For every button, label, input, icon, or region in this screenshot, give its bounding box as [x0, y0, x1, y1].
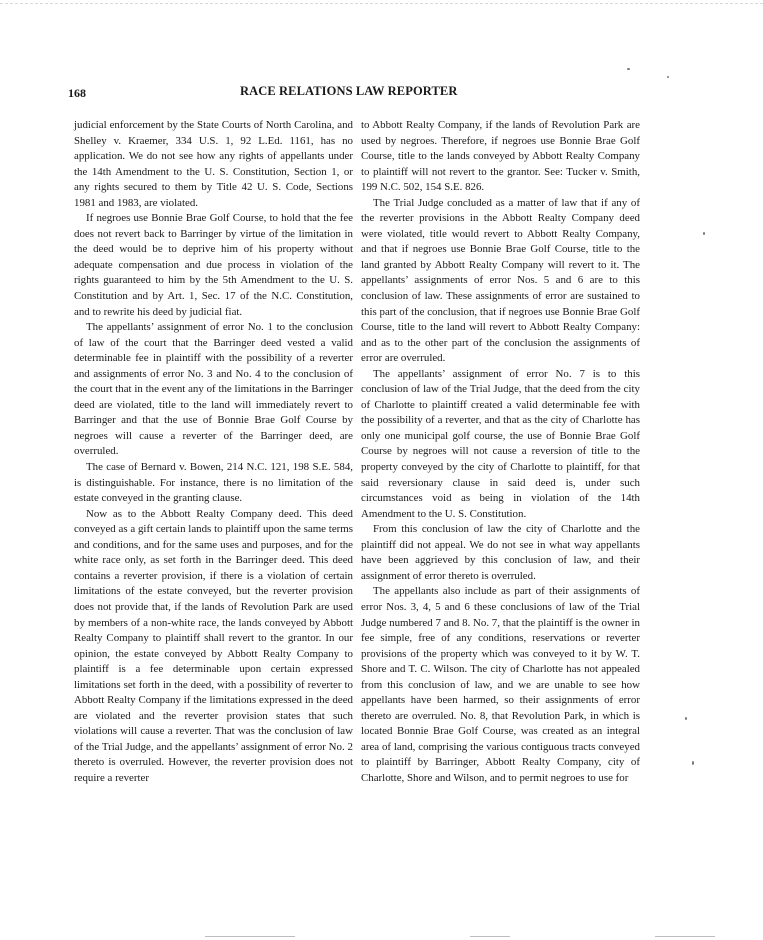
bottom-edge-rule [470, 936, 510, 937]
paragraph: If negroes use Bonnie Brae Golf Course, to hold that the fee does not revert back to Barringer by virtue of the limitation in the deed would be to deprive him of his property without adequate compensation and due process in violation of the rights guaranteed to him by the 5th Amendment to the U. S. Constitution and by Art. 1, Sec. 17 of the N.C. Constitution, and to rewrite his deed by judicial fiat. [74, 212, 353, 318]
scan-speck [685, 717, 687, 720]
scan-speck [703, 232, 705, 235]
paragraph: The Trial Judge concluded as a matter of law that if any of the reverter provisions in the Abbott Realty Company deed were violated, title would revert to Abbott Realty Company, and that if negroes use Bonnie Brae Golf Course, title to the land granted by Abbott Realty Company will revert to it. The appellants’ assignments of error Nos. 5 and 6 are to this conclusion of law. These assignments of error are sustained to this part of the conclusion, that if negroes use Bonnie Brae Golf Course, title to the land will revert to Abbott Realty Company: and as to the other part of the conclusion the assignments of error are overruled. [361, 196, 640, 365]
paragraph: The appellants’ assignment of error No. 1 to the conclusion of law of the court that the Barringer deed vested a valid determinable fee in plaintiff with the possibility of a reverter and assignments of error No. 3 and No. 4 to the conclusion of the court that in the event any of the limitations in the Barringer deed are violated, title to the land will immediately revert to Barringer and that the use of Bonnie Brae Golf Course by negroes will cause a reverter of the Barringer deed, are overruled. [74, 321, 353, 458]
running-head: RACE RELATIONS LAW REPORTER [240, 84, 458, 98]
paragraph: From this conclusion of law the city of Charlotte and the plaintiff did not appeal. We do not see in what way appellants have been aggrieved by this conclusion of law, and their assignment of error thereto is overruled. [361, 523, 640, 582]
paragraph: The appellants’ assignment of error No. 7 is to this conclusion of law of the Trial Judge, that the deed from the city of Charlotte to plaintiff created a valid determinable fee with the possibility of a reverter, and that as the city of Charlotte has only one municipal golf course, the use of Bonnie Brae Golf Course by negroes will not cause a reversion of title to the property conveyed by the city of Charlotte to plaintiff, for that said reversionary clause in said deed is, under such circumstances void as being in violation of the 14th Amendment to the U. S. Constitution. [361, 367, 640, 520]
left-column [74, 118, 353, 787]
scan-speck [667, 76, 669, 78]
paragraph: Now as to the Abbott Realty Company deed. This deed conveyed as a gift certain lands to plaintiff upon the same terms and conditions, and for the same uses and purposes, and for the white race only, as set forth in the Barringer deed. This deed contains a reverter provision, if there is a violation of certain limitations of the estate conveyed, but the reverter provision does not provide that, if the lands of Revolution Park are used by members of a non-white race, the lands conveyed by Abbott Realty Company to plaintiff shall revert to the grantor. In our opinion, the estate conveyed by Abbott Realty Company to plaintiff is a fee determinable upon certain expressed limitations set forth in the deed, with a possibility of reverter to Abbott Realty Company if the limitations expressed in the deed are violated and the reverter provision states that such violations will cause a reverter. That was the conclusion of law of the Trial Judge, and the appellants’ assignment of error No. 2 thereto is overruled. However, the reverter provision does not require a reverter [74, 507, 353, 784]
page-number: 168 [68, 86, 86, 100]
scan-speck [627, 68, 630, 70]
paragraph: The appellants also include as part of their assignments of error Nos. 3, 4, 5 and 6 these conclusions of law of the Trial Judge numbered 7 and 8. No. 7, that the plaintiff is the owner in fee simple, free of any conditions, reservations or reverter provisions of the property which was conveyed to it by W. T. Shore and T. C. Wilson. The city of Charlotte has not appealed from this conclusion of law, and we are unable to see how appellants have been harmed, so their assignments of error thereto are overruled. No. 8, that Revolution Park, in which is located Bonnie Brae Golf Course, was created as an integral area of land, comprising the various contiguous tracts conveyed to plaintiff by Barringer, Abbott Realty Company, city of Charlotte, Shore and Wilson, and to permit negroes to use for [361, 585, 640, 784]
paragraph: judicial enforcement by the State Courts of North Carolina, and Shelley v. Kraemer, 334 U.S. 1, 92 L.Ed. 1161, has no application. We do not see how any rights of appellants under the 14th Amendment to the U. S. Constitution, Section 1, or any rights secured to them by Title 42 U. S. Code, Sections 1981 and 1983, are violated. [74, 119, 353, 209]
right-column [361, 118, 640, 787]
paragraph: to Abbott Realty Company, if the lands of Revolution Park are used by negroes. Therefore, if negroes use Bonnie Brae Golf Course, title to the lands conveyed by Abbott Realty Company to plaintiff will not revert to the grantor. See: Tucker v. Smith, 199 N.C. 502, 154 S.E. 826. [361, 119, 640, 194]
scan-speck [692, 761, 694, 765]
bottom-edge-rule [655, 936, 715, 937]
bottom-edge-rule [205, 936, 295, 937]
paragraph: The case of Bernard v. Bowen, 214 N.C. 121, 198 S.E. 584, is distinguishable. For instance, there is no limitation of the estate conveyed in the granting clause. [74, 461, 353, 505]
page-top-edge [0, 3, 763, 4]
